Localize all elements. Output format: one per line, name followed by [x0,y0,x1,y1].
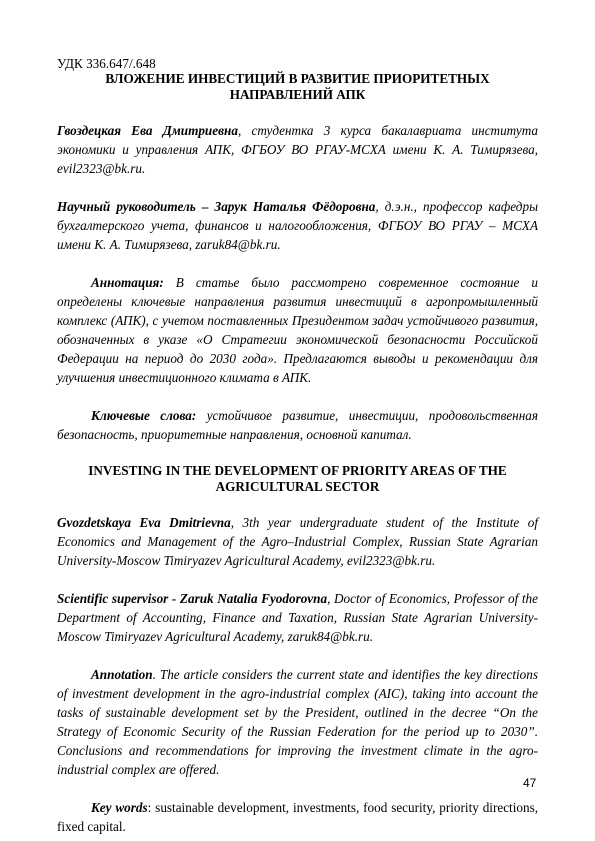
udk-code: УДК 336.647/.648 [57,56,156,71]
article-page [57,57,538,836]
ru-annotation-label: Аннотация: [91,275,164,290]
en-annotation-text: . The article considers the current state and identifies the key directions of investment development in the agro-industrial complex (AIC), taking into account the tasks of sustainable development set by the President, outlined in the decree “On the Strategy of Economic Security of the Russian Federation for the period up to 2030”. Conclusions and recommendations for improving the investment climate in the agro-industrial complex are offered. [57,667,538,777]
spacer [57,779,538,798]
spacer [57,494,538,513]
page-number: 47 [523,776,537,790]
ru-keywords-label: Ключевые слова: [91,408,197,423]
spacer [57,570,538,589]
ru-keywords [57,406,538,444]
en-keywords [57,798,538,836]
en-author-block [57,513,538,570]
ru-supervisor-info: , д.э.н., профессор кафедры бухгалтерского учета, финансов и налогообложения, ФГБОУ ВО РГАУ – МСХА имени К. А. Тимирязева, zaruk84@bk.ru. [57,199,538,252]
ru-title-line-2: НАПРАВЛЕНИЙ АПК [229,86,366,102]
spacer [57,254,538,273]
ru-author-block [57,121,538,178]
en-supervisor-info: , Doctor of Economics, Professor of the Department of Accounting, Finance and Taxation, Russian State Agrarian University-Moscow Timiryazev Agricultural Academy, zaruk84@bk.ru. [57,591,538,644]
spacer [57,646,538,665]
en-author-info: , 3th year undergraduate student of the Institute of Economics and Management of the Agro–Industrial Complex, Russian State Agrarian University-Moscow Timiryazev Agricultural Academy, evil2323@bk.ru. [57,515,539,568]
ru-annotation [57,273,538,387]
ru-title-line-1: ВЛОЖЕНИЕ ИНВЕСТИЦИЙ В РАЗВИТИЕ ПРИОРИТЕТНЫХ [105,71,490,86]
spacer [57,178,538,197]
en-title-line-2: AGRICULTURAL SECTOR [215,478,380,494]
en-title-line-1: INVESTING IN THE DEVELOPMENT OF PRIORITY AREAS OF THE [88,463,507,478]
ru-keywords-text: устойчивое развитие, инвестиции, продовольственная безопасность, приоритетные направления, основной капитал. [57,408,538,442]
spacer [57,102,538,121]
en-keywords-text: : sustainable development, investments, food security, priority directions, fixed capital. [57,800,539,834]
ru-annotation-text: В статье было рассмотрено современное состояние и определены ключевые направления развития инвестиций в агропромышленный комплекс (АПК), с учетом поставленных Президентом задач устойчивого развития, обозначенных в указе «О Стратегии экономической безопасности Российской Федерации на период до 2030 года». Предлагаются выводы и рекомендации для улучшения инвестиционного климата в АПК. [57,275,538,385]
en-keywords-label: Key words [91,800,148,815]
ru-author-name: Гвоздецкая Ева Дмитриевна [57,123,238,138]
ru-supervisor-name: Научный руководитель – Зарук Наталья Фёдоровна [57,199,376,214]
en-annotation-label: Annotation [91,667,153,682]
en-supervisor-name: Scientific supervisor - Zaruk Natalia Fyodorovna [57,591,328,606]
en-author-name: Gvozdetskaya Eva Dmitrievna [57,515,231,530]
spacer [57,444,538,463]
spacer [57,387,538,406]
en-title [57,463,538,494]
en-supervisor-block [57,589,538,646]
ru-author-info: , студентка 3 курса бакалавриата института экономики и управления АПК, ФГБОУ ВО РГАУ-МСХА имени К. А. Тимирязева, evil2323@bk.ru. [57,123,538,176]
en-annotation [57,665,538,779]
ru-supervisor-block [57,197,538,254]
ru-title [57,71,538,102]
